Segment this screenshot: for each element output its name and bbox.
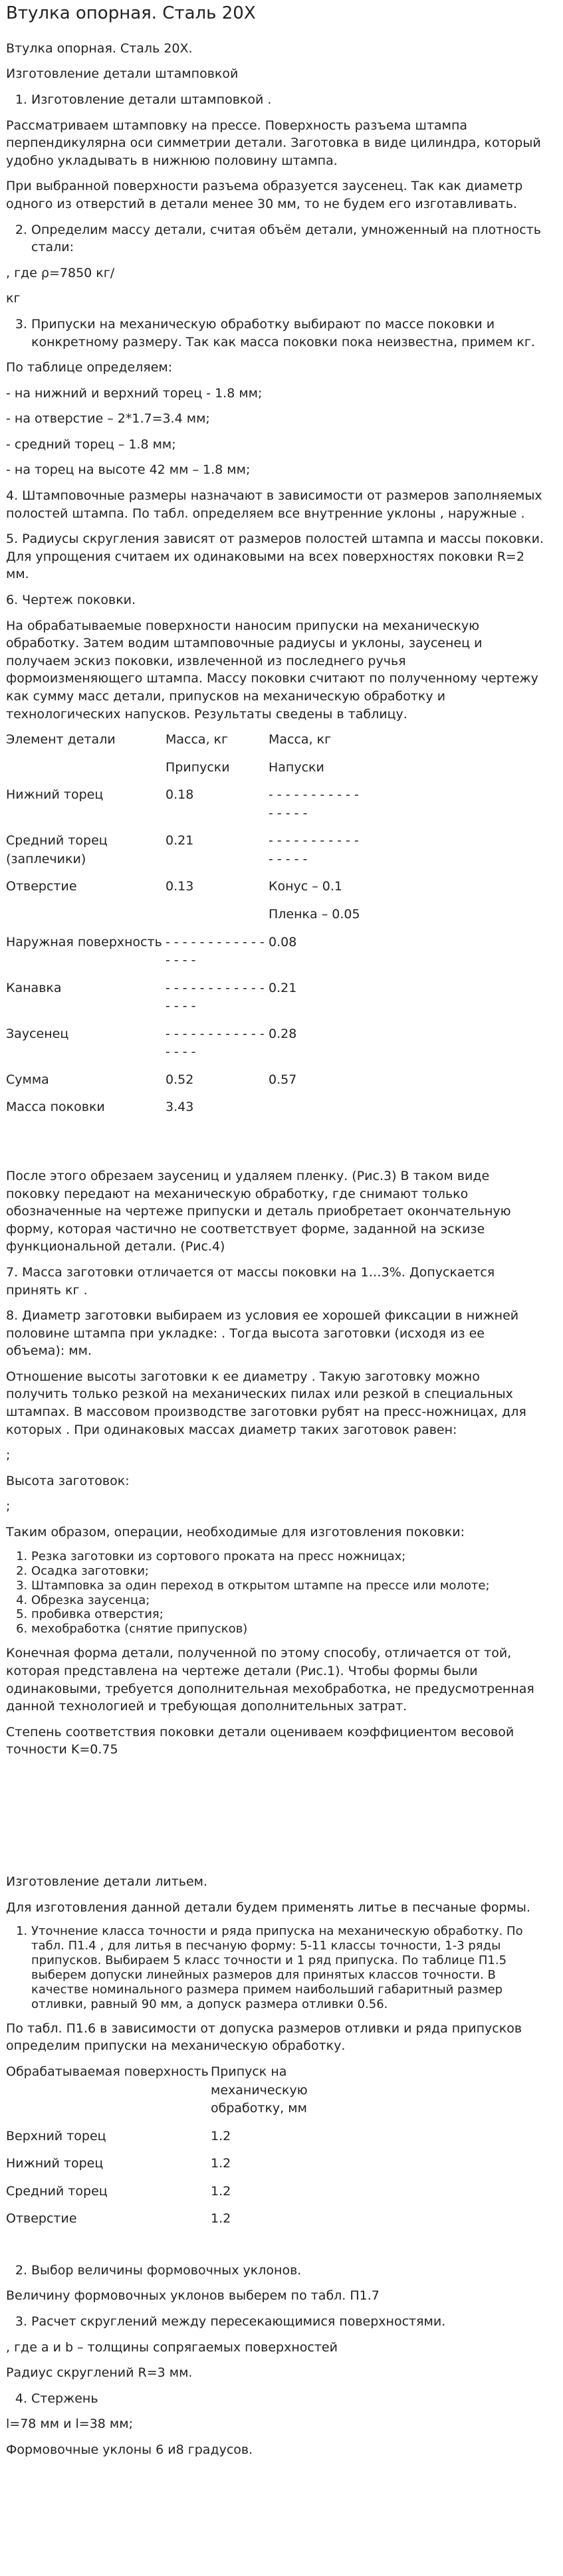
paragraph: При выбранной поверхности разъема образуется заусенец. Так как диаметр одного из отверстий в детали менее 30 мм, то не будем его изготавливать. <box>6 179 523 211</box>
table-cell <box>166 906 269 934</box>
casting-allowance-table <box>6 2063 317 2238</box>
list-item: 3. Расчет скруглений между пересекающимися поверхностями. <box>31 2313 545 2331</box>
paragraph: Конечная форма детали, полученной по этому способу, отличается от той, которая представлена на чертеже детали (Рис.1). Чтобы формы были одинаковыми, требуется дополнительная мехобработка, не предусмотренная данной технологией и требующая дополнительных затрат. <box>6 1646 534 1714</box>
table-cell: Заусенец <box>6 1026 69 1041</box>
casting-list <box>6 1924 545 2012</box>
list-item: 2. Определим массу детали, считая объём детали, умноженный на плотность стали: <box>31 221 545 256</box>
table-cell: 0.52 <box>166 1072 194 1087</box>
table-cell: - - - - - - - - - - - - - - - - <box>166 934 265 968</box>
table-cell: Наружная поверхность <box>6 934 162 949</box>
list-item: 1. Резка заготовки из сортового проката на пресс ножницах; <box>31 1549 545 1564</box>
list-item: 5. пробивка отверстия; <box>31 1607 545 1622</box>
table-cell: - - - - - - - - - - - - - - - - <box>166 980 265 1014</box>
list-item: 4. Обрезка заусенца; <box>31 1593 545 1608</box>
table-cell: Обрабатываемая поверхность <box>6 2064 209 2080</box>
paragraph: Отношение высоты заготовки к ее диаметру . Такую заготовку можно получить только резкой на механических пилах или резкой в специальных штампах. В массовом производстве заготовки рубят на пресс-ножницах, для которых . При одинаковых массах диаметр таких заготовок равен: <box>6 1369 526 1437</box>
table-cell: Масса, кг <box>166 732 229 747</box>
paragraph: 6. Чертеж поковки. <box>6 593 136 608</box>
table-cell: 1.2 <box>211 2183 231 2199</box>
spacer <box>6 1767 545 1873</box>
table-cell: Отверстие <box>6 879 77 894</box>
table-row <box>6 731 362 759</box>
table-cell <box>269 1098 362 1126</box>
table-cell: Средний торец <box>6 2183 108 2199</box>
paragraph: Формовочные уклоны 6 и8 градусов. <box>6 2442 253 2457</box>
table-cell: - - - - - - - - - - - - - - - - <box>269 833 359 866</box>
paragraph: Радиус скруглений R=3 мм. <box>6 2365 193 2381</box>
spacer <box>6 1134 545 1167</box>
paragraph: Для изготовления данной детали будем применять литье в песчаные формы. <box>6 1900 530 1915</box>
table-cell: 0.08 <box>269 934 297 949</box>
table-row <box>6 979 362 1025</box>
table-row <box>6 2210 317 2238</box>
table-cell <box>6 906 166 934</box>
table-row <box>6 1098 362 1126</box>
mass-list <box>6 221 545 256</box>
table-cell: Верхний торец <box>6 2128 106 2143</box>
paragraph: Степень соответствия поковки детали оцениваем коэффициентом весовой точности K=0.75 <box>6 1724 514 1757</box>
table-cell: Пленка – 0.05 <box>269 907 360 922</box>
paragraph: Величину формовочных уклонов выберем по табл. П1.7 <box>6 2288 380 2304</box>
casting-list-4 <box>6 2390 545 2408</box>
list-item: 4. Стержень <box>31 2390 545 2408</box>
table-cell: 1.2 <box>211 2211 231 2227</box>
paragraph: Рассматриваем штамповку на прессе. Поверхность разъема штампа перпендикулярна оси симметрии детали. Заготовка в виде цилиндра, который удобно укладывать в нижнюю половину штампа. <box>6 118 541 168</box>
table-cell: 0.21 <box>166 833 194 848</box>
stamping-list <box>6 91 545 109</box>
table-cell: Нижний торец <box>6 2156 104 2171</box>
table-row <box>6 2183 317 2211</box>
table-cell: - - - - - - - - - - - - - - - - <box>269 787 359 821</box>
paragraph: 5. Радиусы скругления зависят от размеров полостей штампа и массы поковки. Для упрощения считаем их одинаковыми на всех поверхностях поковки R=2 мм. <box>6 532 544 582</box>
list-item: 2. Выбор величины формовочных уклонов. <box>31 2262 545 2280</box>
list-item: 2. Осадка заготовки; <box>31 1564 545 1579</box>
casting-list-2 <box>6 2262 545 2280</box>
paragraph: , где a и b – толщины сопрягаемых поверхностей <box>6 2339 338 2355</box>
table-cell: - - - - - - - - - - - - - - - - <box>166 1026 265 1060</box>
table-row <box>6 1025 362 1071</box>
table-cell: 0.13 <box>166 879 194 894</box>
list-item: 6. мехобработка (снятие припусков) <box>31 1622 545 1636</box>
table-cell: Средний торец (заплечики) <box>6 833 108 866</box>
list-item: 1. Изготовление детали штамповкой . <box>31 91 545 109</box>
table-row <box>6 934 362 979</box>
allowance-line: - на отверстие – 2*1.7=3.4 мм; <box>6 411 210 427</box>
table-row <box>6 2128 317 2155</box>
list-item: 3. Штамповка за один переход в открытом штампе на прессе или молоте; <box>31 1579 545 1593</box>
list-item: 1. Уточнение класса точности и ряда припуска на механическую обработку. По табл. П1.4 , для литья в песчаную форму: 5-11 классы точности, 1-3 ряды припусков. Выбираем 5 класс точности и 1 ряд припуска. По таблице П1.5 выберем допуски линейных размеров для принятых классов точности. В качестве номинального размера примем наибольший габаритный размер отливки, равный 90 мм, а допуск размера отливки 0.56. <box>31 1924 545 2012</box>
table-cell: Отверстие <box>6 2211 77 2227</box>
paragraph: 7. Масса заготовки отличается от массы поковки на 1…3%. Допускается принять кг . <box>6 1264 495 1298</box>
section-heading-casting: Изготовление детали литьем. <box>6 1874 208 1889</box>
table-row <box>6 1071 362 1099</box>
paragraph: На обрабатываемые поверхности наносим припуски на механическую обработку. Затем водим штамповочные радиусы и уклоны, заусенец и получаем эскиз поковки, извлеченной из последнего ручья формоизменяющего штампа. Массу поковки считают по полученному чертежу как сумму масс детали, припусков на механическую обработку и технологических напусков. Результаты сведены в таблицу. <box>6 618 538 722</box>
table-row <box>6 759 362 787</box>
table-cell: 1.2 <box>211 2128 231 2143</box>
table-cell: Нижний торец <box>6 787 104 803</box>
intro-paragraph: Втулка опорная. Сталь 20Х. <box>6 41 193 56</box>
allowance-list <box>6 316 545 351</box>
casting-list-3 <box>6 2313 545 2331</box>
table-cell: 0.28 <box>269 1026 297 1041</box>
paragraph: По таблице определяем: <box>6 360 173 375</box>
page-title: Втулка опорная. Сталь 20Х <box>6 3 256 23</box>
table-row <box>6 906 362 934</box>
table-cell: Канавка <box>6 980 62 995</box>
table-row <box>6 878 362 906</box>
allowance-line: - средний торец – 1.8 мм; <box>6 437 176 452</box>
paragraph: 8. Диаметр заготовки выбираем из условия ее хорошей фиксации в нижней половине штампа при укладке: . Тогда высота заготовки (исходя из ее объема): мм. <box>6 1308 519 1359</box>
paragraph: После этого обрезаем заусениц и удаляем пленку. (Рис.3) В таком виде поковку передают на механическую обработку, где снимают только обозначенные на чертеже припуски и деталь приобретает окончательную форму, которая частично не соответствует форме, заданной на эскизе функциональной детали. (Рис.4) <box>6 1168 511 1254</box>
table-cell: Напуски <box>269 759 324 775</box>
forging-mass-table <box>6 731 362 1126</box>
table-cell: Припуски <box>166 759 230 775</box>
table-cell: Припуск на механическую обработку, мм <box>211 2064 308 2116</box>
allowance-line: - на торец на высоте 42 мм – 1.8 мм; <box>6 462 251 478</box>
table-cell: Сумма <box>6 1072 49 1087</box>
table-cell: Масса, кг <box>269 732 332 747</box>
paragraph: Высота заготовок: <box>6 1473 130 1488</box>
table-cell: Элемент детали <box>6 732 116 747</box>
table-row <box>6 2155 317 2183</box>
operations-list <box>6 1549 545 1637</box>
formula-line: ; <box>6 1499 11 1514</box>
paragraph: l=78 мм и l=38 мм; <box>6 2417 133 2432</box>
table-row <box>6 2063 317 2128</box>
table-cell: Масса поковки <box>6 1100 105 1115</box>
section-heading-stamping: Изготовление детали штамповкой <box>6 66 239 82</box>
document <box>0 3 551 2459</box>
table-cell: 0.57 <box>269 1072 297 1087</box>
paragraph: Таким образом, операции, необходимые для изготовления поковки: <box>6 1525 465 1540</box>
list-item: 3. Припуски на механическую обработку выбирают по массе поковки и конкретному размеру. Так как масса поковки пока неизвестна, примем кг. <box>31 316 545 351</box>
density-line: , где ρ=7850 кг/ <box>6 265 115 280</box>
table-row <box>6 786 362 832</box>
table-cell <box>6 759 166 787</box>
table-cell: 3.43 <box>166 1100 194 1115</box>
table-row <box>6 832 362 878</box>
kg-line: кг <box>6 291 21 306</box>
table-cell: 1.2 <box>211 2156 231 2171</box>
formula-line: ; <box>6 1448 11 1463</box>
table-cell: Конус – 0.1 <box>269 879 343 894</box>
table-cell: 0.18 <box>166 787 194 803</box>
allowance-line: - на нижний и верхний торец - 1.8 мм; <box>6 385 263 401</box>
table-cell: 0.21 <box>269 980 297 995</box>
spacer <box>6 2246 545 2262</box>
paragraph: 4. Штамповочные размеры назначают в зависимости от размеров заполняемых полостей штампа. По табл. определяем все внутренние уклоны , наружные . <box>6 488 542 521</box>
paragraph: По табл. П1.6 в зависимости от допуска размеров отливки и ряда припусков определим припуски на механическую обработку. <box>6 2021 522 2054</box>
